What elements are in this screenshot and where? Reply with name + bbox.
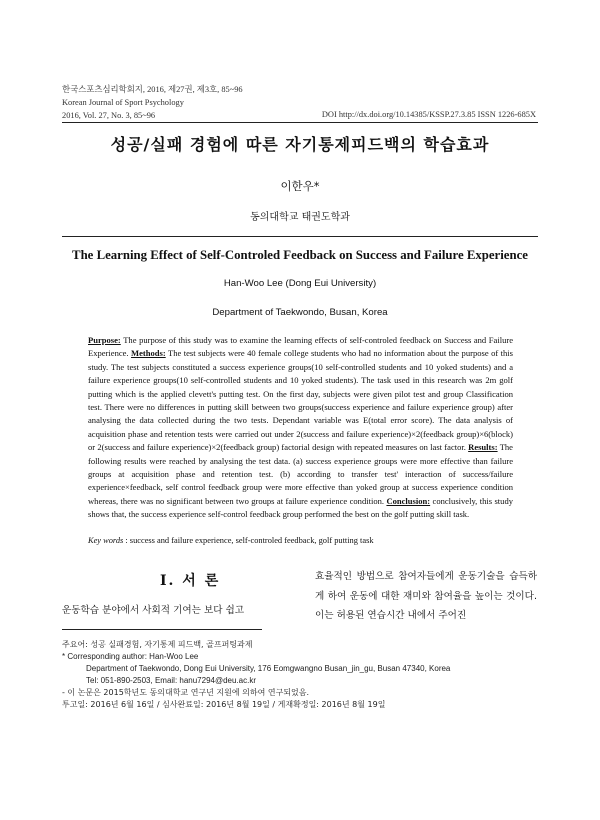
abstract-methods-text: The test subjects were 40 female college students who had no information about the purpose of this study. The test subjects constituted a success experience groups(10 self-controlled students and 10 yoked students) and a failure experience groups(10 self-controlled students and 10 yoked students). The task used in this research was 2m golf putting which is the applied clevett's putting test. On the first day, subjects were given pilot test and group Classification test. There were no differences in putting skill between two groups(success experience and failure experience group) after analysing the data collected during the two tests. Dependant variable was E(total error score). The data analysis of acquisition phase and retention tests were carried out under 2(success and failure experience)×2(feedback group)×6(block) or 2(success and failure experience)×2(feedback group) factorial design with repeated measures on last factor.: [88, 348, 513, 453]
author-korean: 이한우*: [280, 179, 320, 193]
abstract-conclusion-label: Conclusion:: [386, 495, 431, 506]
journal-header-ko: 한국스포츠심리학회지, 2016, 제27권, 제3호, 85~96: [62, 85, 243, 94]
footnote-contact: Tel: 051-890-2503, Email: hanu7294@deu.ac.kr: [86, 676, 257, 685]
body-column-right: 효율적인 방법으로 참여자들에게 운동기술을 습득하게 하여 운동에 대한 재미와 참여율을 높이는 것이다. 이는 허용된 연습시간 내에서 주어진: [315, 571, 537, 621]
section-heading-introduction: I. 서 론: [160, 573, 221, 589]
keywords: [88, 535, 513, 547]
abstract-purpose-label: Purpose:: [88, 335, 121, 345]
title-english: The Learning Effect of Self-Controled Feedback on Success and Failure Experience: [72, 248, 528, 262]
abstract-purpose-text: The purpose of this study was to examine the learning effects of self-controled feedback on Success and Failure Experience.: [88, 335, 513, 359]
abstract-conclusion-text: conclusively, this study shows that, the success experience self-control feedback group performed the best on the golf putting skill task.: [88, 495, 513, 520]
abstract-results-label: Results:: [468, 442, 498, 453]
affiliation-korean: 동의대학교 태권도학과: [250, 212, 350, 223]
footnote-address: Department of Taekwondo, Dong Eui University, 176 Eomgwangno Busan_jin_gu, Busan 47340, Korea: [86, 664, 451, 673]
title-rule: [62, 236, 538, 237]
body-column-left: 운동학습 분야에서 사회적 기여는 보다 쉽고: [62, 605, 245, 616]
footnote-corresponding: * Corresponding author: Han-Woo Lee: [62, 652, 199, 661]
abstract: [88, 334, 513, 522]
journal-volume: 2016, Vol. 27, No. 3, 85~96: [62, 111, 156, 120]
abstract-methods-label: Methods:: [131, 348, 166, 359]
abstract-results-text: The following results were reached by analysing the test data. (a) success experience groups were more effective than failure groups at acquisition phase and retention test. (b) according to transfer test' interaction of success/failure experience×feedback, self control feedback group were more effective than yoked group at success experience condition whereas, there was no significant between two groups at failure experience condition.: [88, 442, 513, 506]
doi-line: DOI http://dx.doi.org/10.14385/KSSP.27.3.85 ISSN 1226-685X: [321, 110, 536, 119]
footnote-dates: 투고일: 2016년 6월 16일 / 심사완료일: 2016년 8월 19일 / 게재확정일: 2016년 8월 19일: [62, 700, 386, 709]
header-rule: [62, 122, 538, 123]
title-korean: 성공/실패 경험에 따른 자기통제피드백의 학습효과: [110, 135, 490, 154]
footnote-keywords-ko: 주요어: 성공 실패경험, 자기통제 피드백, 골프퍼팅과제: [62, 640, 253, 649]
journal-header-en: Korean Journal of Sport Psychology: [62, 98, 184, 107]
affiliation-english: Department of Taekwondo, Busan, Korea: [212, 307, 388, 318]
footnote-rule: [62, 629, 262, 630]
footnote-funding: - 이 논문은 2015학년도 동의대학교 연구년 지원에 의하여 연구되었음.: [62, 688, 310, 697]
keywords-text: : success and failure experience, self-controled feedback, golf putting task: [123, 536, 374, 545]
author-english: Han-Woo Lee (Dong Eui University): [223, 278, 377, 289]
keywords-label: Key words: [88, 536, 124, 545]
